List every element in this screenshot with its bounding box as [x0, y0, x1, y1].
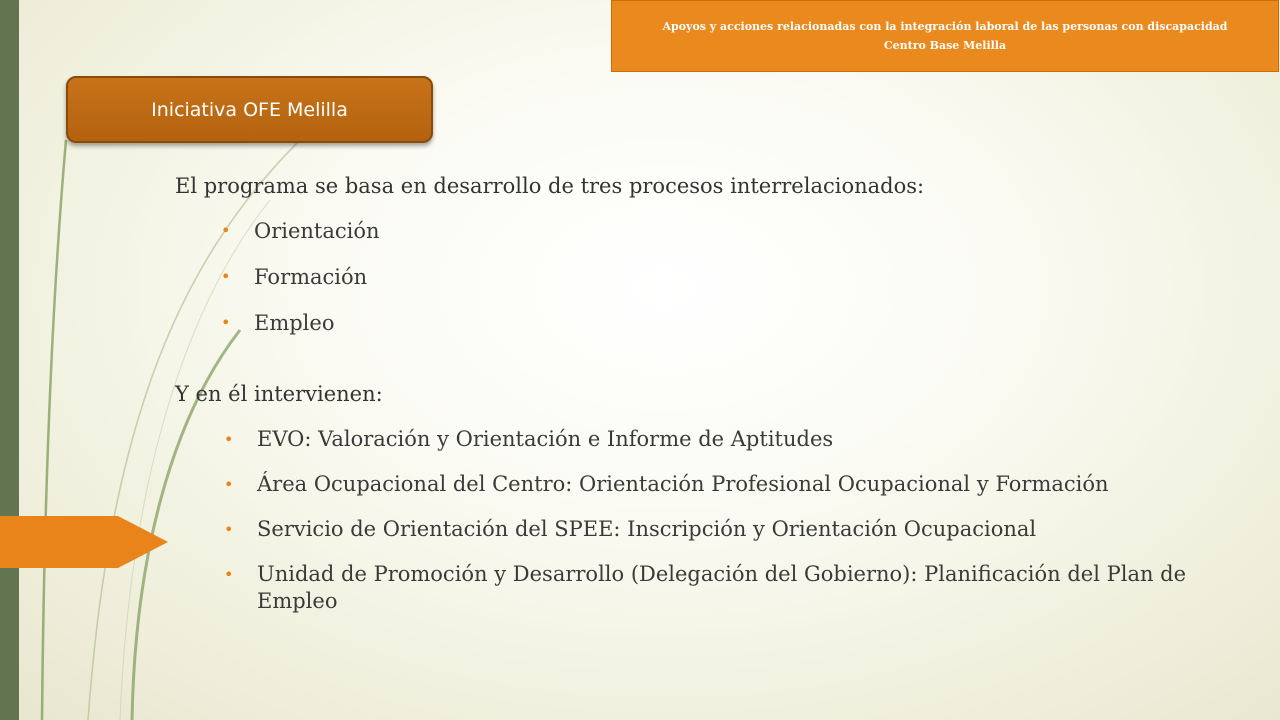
list-item-text: EVO: Valoración y Orientación e Informe de Aptitudes	[257, 427, 834, 451]
bullet-icon: •	[224, 520, 234, 539]
bullet-icon: •	[221, 267, 231, 286]
bullet-icon: •	[224, 565, 234, 584]
list-item	[224, 426, 1264, 453]
bullet-icon: •	[224, 475, 234, 494]
list-item-text: Unidad de Promoción y Desarrollo (Delegación del Gobierno): Planificación del Plan de Empleo	[257, 562, 1187, 613]
list-item-text: Empleo	[254, 311, 335, 335]
participants-intro: Y en él intervienen:	[175, 382, 383, 406]
list-item-text: Servicio de Orientación del SPEE: Inscripción y Orientación Ocupacional	[257, 517, 1037, 541]
header-line-2: Centro Base Melilla	[883, 39, 1007, 52]
list-item	[224, 471, 1264, 498]
list-item	[221, 264, 380, 310]
header-line-1: Apoyos y acciones relacionadas con la integración laboral de las personas con discapacidad	[662, 20, 1228, 33]
process-list	[221, 218, 380, 356]
bullet-icon: •	[221, 313, 231, 332]
list-item-text: Formación	[254, 265, 368, 289]
participants-list	[224, 426, 1264, 633]
list-item-text: Área Ocupacional del Centro: Orientación Profesional Ocupacional y Formación	[257, 472, 1109, 496]
intro-text: El programa se basa en desarrollo de tres procesos interrelacionados:	[175, 174, 925, 198]
section-tab: Iniciativa OFE Melilla	[66, 76, 433, 143]
list-item	[224, 516, 1264, 543]
list-item	[221, 310, 380, 356]
bullet-icon: •	[221, 221, 231, 240]
list-item	[221, 218, 380, 264]
list-item-text: Orientación	[254, 219, 380, 243]
list-item	[224, 561, 1264, 615]
bullet-icon: •	[224, 430, 234, 449]
header-banner	[611, 0, 1279, 72]
